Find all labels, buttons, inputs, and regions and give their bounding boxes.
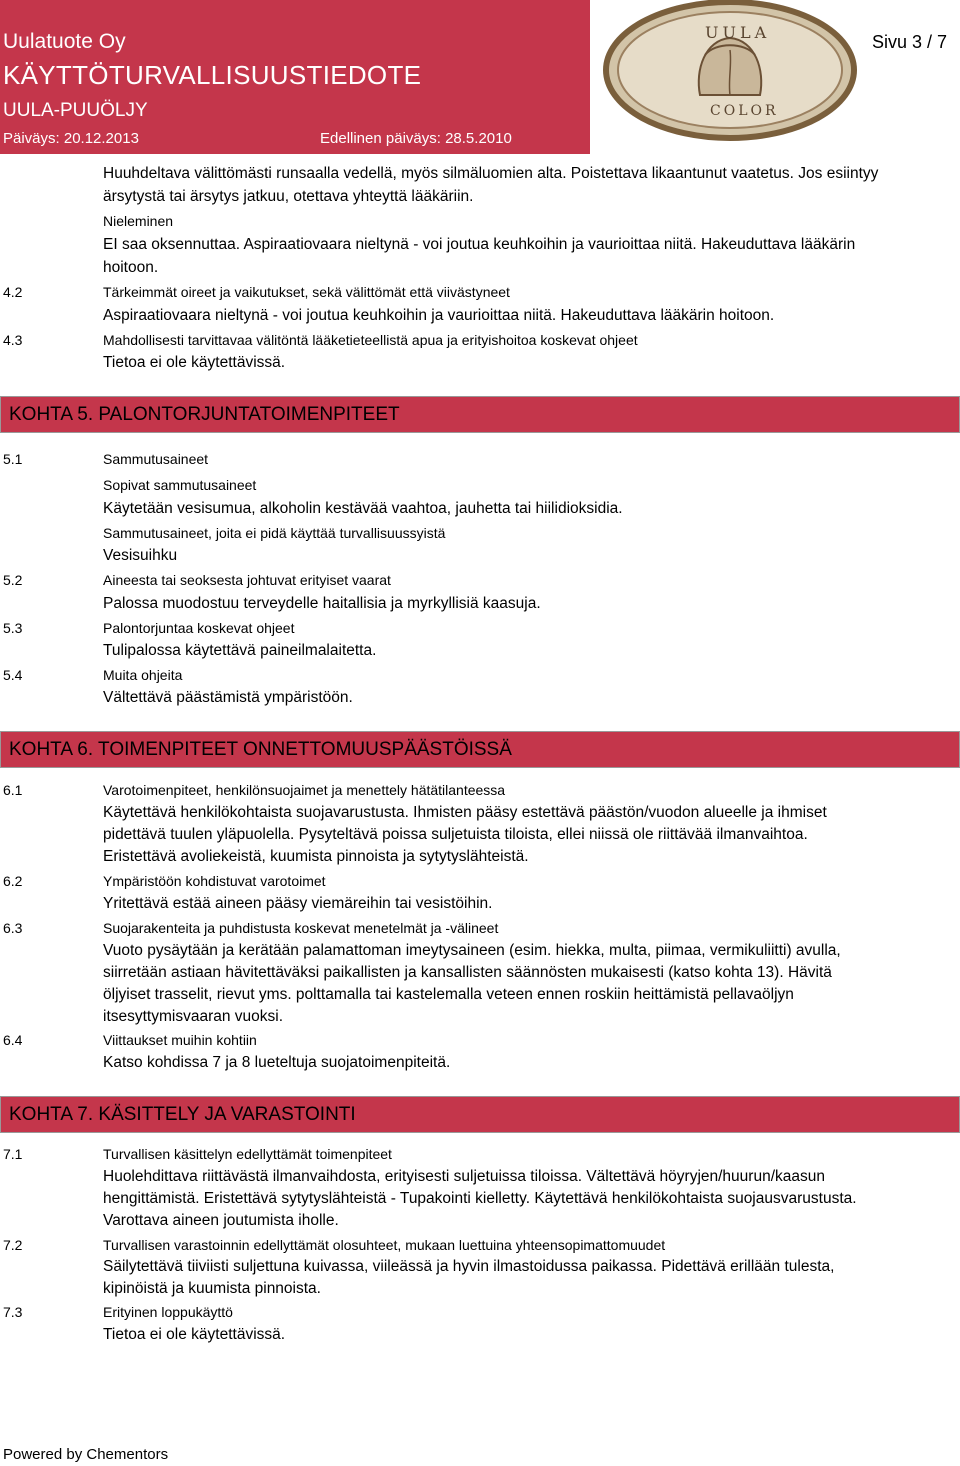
subsection-heading: Aineesta tai seoksesta johtuvat erityiset vaarat: [103, 572, 391, 588]
svg-text:UULA: UULA: [705, 23, 771, 42]
subsection-text: öljyiset trasselit, rievut yms. polttamalla tai kastelemalla veteen ennen roskiin heittämistä pellavaöljyn: [103, 986, 794, 1003]
subsection-text: Vuoto pysäytään ja kerätään palamattoman imeytysaineen (esim. hiekka, multa, piimaa, vermikuliitti) avulla,: [103, 942, 841, 959]
subsection-heading: Sammutusaineet: [103, 451, 209, 467]
product-name: UULA-PUUÖLJY: [3, 100, 148, 121]
sub-label: Sammutusaineet, joita ei pidä käyttää turvallisuussyistä: [103, 525, 446, 541]
subsection-text: itsesyttymisvaaran vuoksi.: [103, 1008, 284, 1025]
revision-date: Päiväys: 20.12.2013: [3, 130, 139, 147]
subsection-text: Varottava aineen joutumista iholle.: [103, 1212, 339, 1229]
subsection-heading: Varotoimenpiteet, henkilönsuojaimet ja menettely hätätilanteessa: [103, 782, 506, 798]
subsection-text: Vesisuihku: [103, 547, 178, 564]
subsection-text: Palossa muodostuu terveydelle haitallisia ja myrkyllisiä kaasuja.: [103, 595, 541, 612]
subsection-text: Huolehdittava riittävästä ilmanvaihdosta, erityisesti suljetuissa tiloissa. Vältettävä höyryjen/huurun/kaasun: [103, 1168, 825, 1185]
subsection-text: Tulipalossa käytettävä paineilmalaitetta.: [103, 642, 377, 659]
subsection-number: 5.3: [3, 620, 23, 636]
subsection-number: 7.3: [3, 1304, 23, 1320]
ingestion-text-line1: EI saa oksennuttaa. Aspiraatiovaara nieltynä - voi joutua keuhkoihin ja vaurioittaa niitä. Hakeuduttava lääkärin: [103, 236, 856, 253]
ingestion-text-line2: hoitoon.: [103, 259, 159, 276]
subsection-heading: Ympäristöön kohdistuvat varotoimet: [103, 873, 326, 889]
section-6-heading: [0, 731, 960, 768]
s4-paragraph-line2: ärsytystä tai ärsytys jatkuu, otettava yhteyttä lääkäriin.: [103, 188, 474, 205]
section-title: KOHTA 5. PALONTORJUNTATOIMENPITEET: [9, 404, 400, 425]
ingestion-label: Nieleminen: [103, 213, 174, 229]
subsection-number: 5.1: [3, 451, 23, 467]
subsection-number: 6.4: [3, 1032, 23, 1048]
subsection-text: pidettävä tuulen yläpuolella. Pysyteltävä poissa suljetuista tiloista, ellei niissä ole riittävää ilmanvaihtoa.: [103, 826, 808, 843]
subsection-text: Käytettävä henkilökohtaista suojavarustusta. Ihmisten pääsy estettävä päästön/vuodon alueelle ja ihmiset: [103, 804, 827, 821]
subsection-heading: Muita ohjeita: [103, 667, 183, 683]
subsection-text: Eristettävä avoliekeistä, kuumista pinnoista ja sytytyslähteistä.: [103, 848, 529, 865]
sub-label: Sopivat sammutusaineet: [103, 477, 257, 493]
subsection-heading: Tärkeimmät oireet ja vaikutukset, sekä välittömät että viivästyneet: [103, 284, 510, 300]
subsection-text: Yritettävä estää aineen pääsy viemäreihin tai vesistöihin.: [103, 895, 493, 912]
subsection-text: Katso kohdissa 7 ja 8 lueteltuja suojatoimenpiteitä.: [103, 1054, 451, 1071]
footer-credit: Powered by Chementors: [3, 1446, 169, 1463]
subsection-number: 7.1: [3, 1146, 23, 1162]
section-5-heading: [0, 396, 960, 433]
svg-text:COLOR: COLOR: [710, 103, 779, 119]
subsection-text: Tietoa ei ole käytettävissä.: [103, 1326, 286, 1343]
subsection-heading: Suojarakenteita ja puhdistusta koskevat menetelmät ja -välineet: [103, 920, 499, 936]
previous-date: Edellinen päiväys: 28.5.2010: [320, 130, 512, 147]
subsection-text: siirretään astiaan hävitettäväksi paikallisten ja kansallisten säännösten mukaisesti (katso kohta 13). Hävitä: [103, 964, 832, 981]
subsection-heading: Turvallisen käsittelyn edellyttämät toimenpiteet: [103, 1146, 392, 1162]
subsection-text: kipinöistä ja kuumista pinnoista.: [103, 1280, 321, 1297]
section-7-heading: [0, 1096, 960, 1133]
subsection-number: 6.2: [3, 873, 23, 889]
subsection-heading: Mahdollisesti tarvittavaa välitöntä lääketieteellistä apua ja erityishoitoa koskevat ohjeet: [103, 332, 638, 348]
subsection-heading: Turvallisen varastoinnin edellyttämät olosuhteet, mukaan luettuina yhteensopimattomuudet: [103, 1237, 666, 1253]
subsection-number: 6.3: [3, 920, 23, 936]
company-name: Uulatuote Oy: [3, 30, 126, 53]
subsection-number: 5.4: [3, 667, 23, 683]
section-title: KOHTA 6. TOIMENPITEET ONNETTOMUUSPÄÄSTÖISSÄ: [9, 739, 512, 760]
subsection-number: 4.2: [3, 284, 23, 300]
page-number: Sivu 3 / 7: [872, 32, 948, 52]
subsection-text: Käytetään vesisumua, alkoholin kestävää vaahtoa, jauhetta tai hiilidioksidia.: [103, 500, 623, 517]
subsection-text: Aspiraatiovaara nieltynä - voi joutua keuhkoihin ja vaurioittaa niitä. Hakeuduttava lääkärin hoitoon.: [103, 307, 775, 324]
subsection-number: 6.1: [3, 782, 23, 798]
document-title: KÄYTTÖTURVALLISUUSTIEDOTE: [3, 60, 422, 90]
section-title: KOHTA 7. KÄSITTELY JA VARASTOINTI: [9, 1104, 356, 1125]
subsection-heading: Erityinen loppukäyttö: [103, 1304, 233, 1320]
uula-color-logo: [600, 0, 870, 145]
subsection-text: Tietoa ei ole käytettävissä.: [103, 354, 286, 371]
subsection-text: Säilytettävä tiiviisti suljettuna kuivassa, viileässä ja hyvin ilmastoidussa paikassa. Pidettävä erillään tulesta,: [103, 1258, 835, 1275]
subsection-text: hengittämistä. Eristettävä sytytyslähteistä - Tupakointi kielletty. Käytettävä henkilökohtaista suojausvarustusta.: [103, 1190, 857, 1207]
subsection-heading: Viittaukset muihin kohtiin: [103, 1032, 257, 1048]
subsection-text: Vältettävä päästämistä ympäristöön.: [103, 689, 353, 706]
s4-paragraph-line1: Huuhdeltava välittömästi runsaalla vedellä, myös silmäluomien alta. Poistettava likaantunut vaatetus. Jos esiintyy: [103, 165, 879, 182]
subsection-number: 7.2: [3, 1237, 23, 1253]
subsection-number: 5.2: [3, 572, 23, 588]
subsection-heading: Palontorjuntaa koskevat ohjeet: [103, 620, 295, 636]
subsection-number: 4.3: [3, 332, 23, 348]
